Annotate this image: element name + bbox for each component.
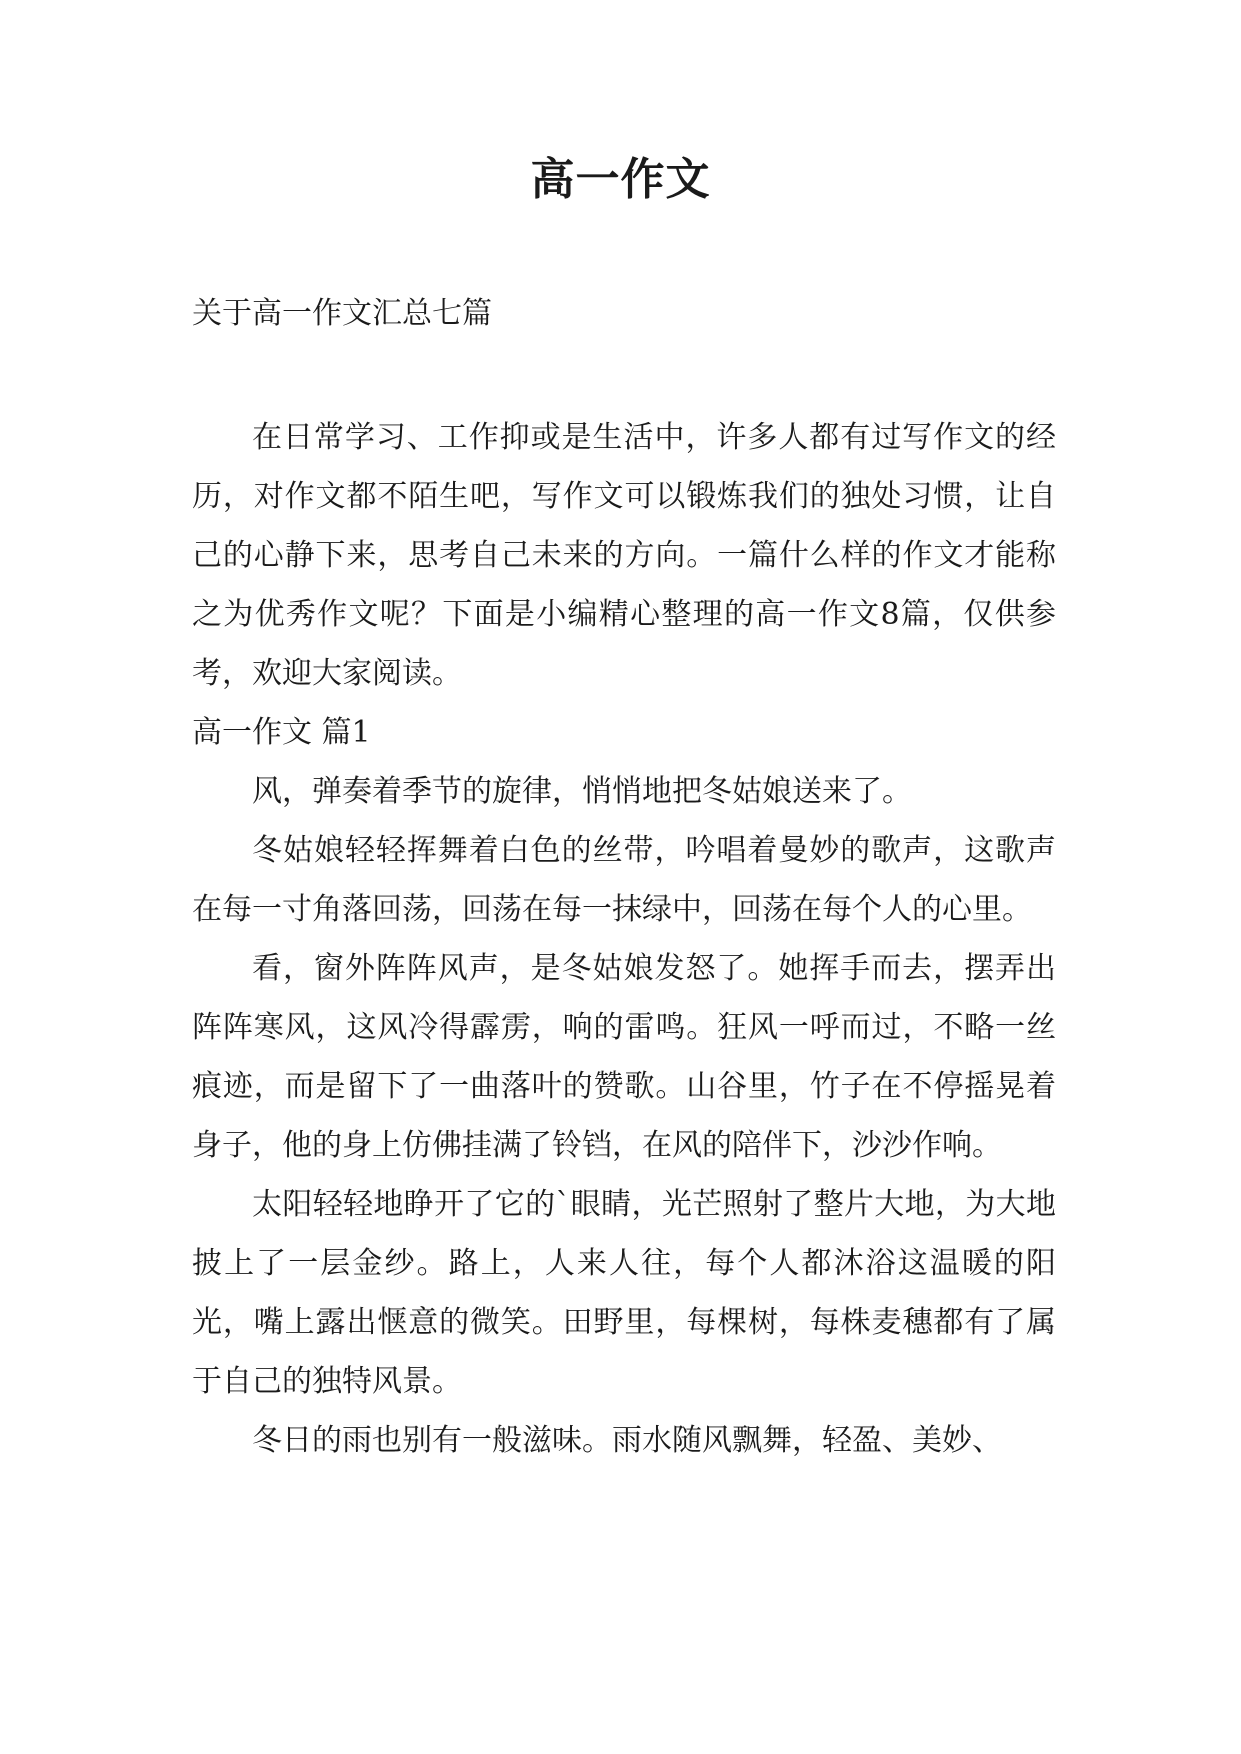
body-paragraph: 风，弹奏着季节的旋律，悄悄地把冬姑娘送来了。 <box>252 774 912 809</box>
intro-paragraph: 在日常学习、工作抑或是生活中，许多人都有过写作文的经历，对作文都不陌生吧，写作文可以锻炼我们的独处习惯，让自己的心静下来，思考自己未来的方向。一篇什么样的作文才能称之为优秀作文呢？下面是小编精心整理的高一作文8篇，仅供参考，欢迎大家阅读。 <box>192 420 1056 691</box>
section-heading: 高一作文 篇1 <box>192 715 371 750</box>
body-paragraph: 太阳轻轻地睁开了它的`眼睛，光芒照射了整片大地，为大地披上了一层金纱。路上，人来人往，每个人都沐浴这温暖的阳光，嘴上露出惬意的微笑。田野里，每棵树，每株麦穗都有了属于自己的独特风景。 <box>192 1187 1056 1399</box>
body-paragraph: 冬姑娘轻轻挥舞着白色的丝带，吟唱着曼妙的歌声，这歌声在每一寸角落回荡，回荡在每一抹绿中，回荡在每个人的心里。 <box>192 833 1056 927</box>
document-title: 高一作文 <box>530 154 711 205</box>
body-paragraph: 看，窗外阵阵风声，是冬姑娘发怒了。她挥手而去，摆弄出阵阵寒风，这风冷得霹雳，响的雷鸣。狂风一呼而过，不略一丝痕迹，而是留下了一曲落叶的赞歌。山谷里，竹子在不停摇晃着身子，他的身上仿佛挂满了铃铛，在风的陪伴下，沙沙作响。 <box>192 951 1056 1163</box>
document-body <box>192 408 1056 1470</box>
document-subtitle: 关于高一作文汇总七篇 <box>192 296 492 331</box>
body-paragraph: 冬日的雨也别有一般滋味。雨水随风飘舞，轻盈、美妙、 <box>252 1423 1002 1458</box>
